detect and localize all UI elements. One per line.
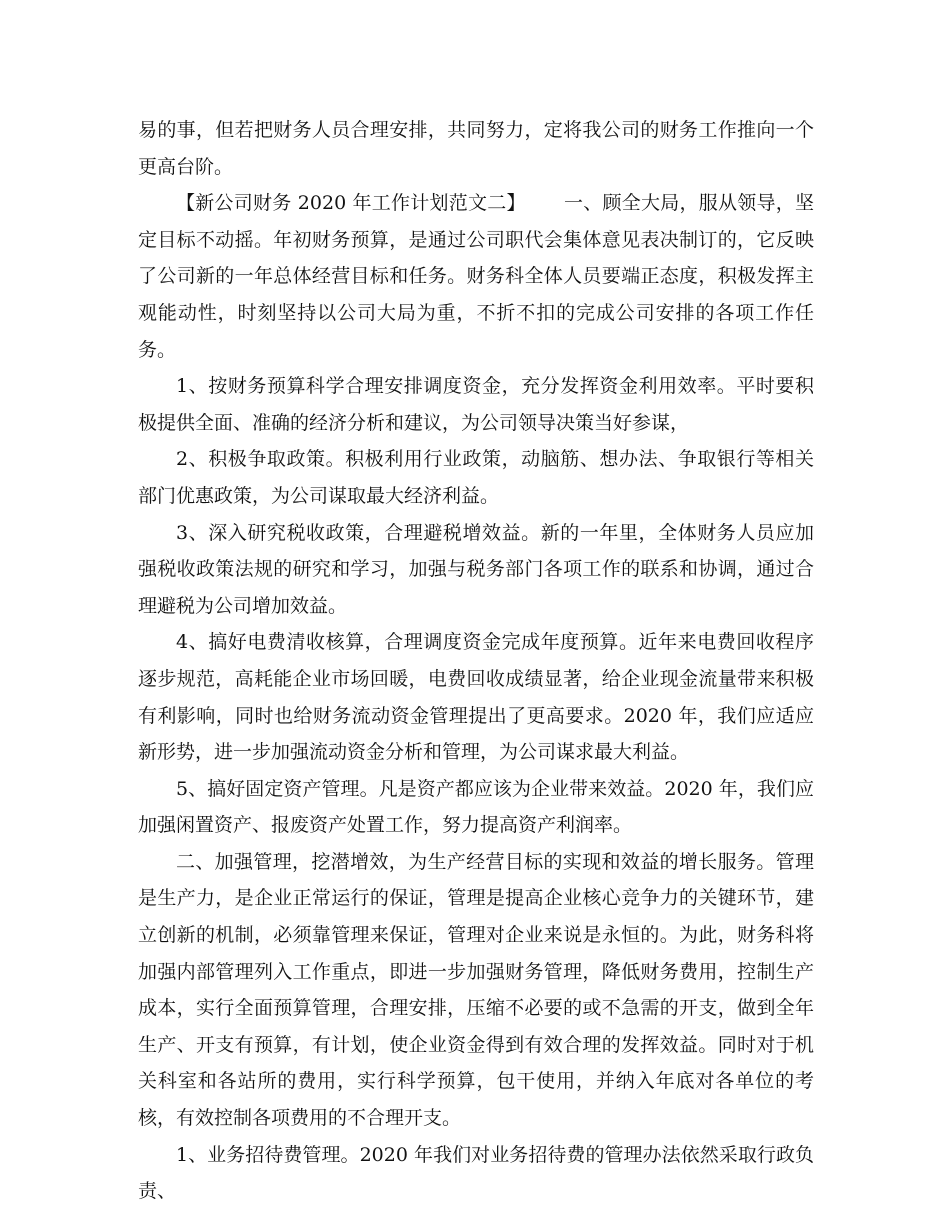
paragraph-plan-intro bbox=[138, 185, 814, 368]
paragraph-item-1: 1、按财务预算科学合理安排调度资金，充分发挥资金利用效率。平时要积极提供全面、准确的经济分析和建议，为公司领导决策当好参谋， bbox=[138, 375, 814, 434]
paragraph-continuation: 易的事，但若把财务人员合理安排，共同努力，定将我公司的财务工作推向一个更高台阶。 bbox=[138, 119, 814, 178]
paragraph-item-4: 4、搞好电费清收核算，合理调度资金完成年度预算。近年来电费回收程序逐步规范，高耗能企业市场回暖，电费回收成绩显著，给企业现金流量带来积极有利影响，同时也给财务流动资金管理提出了更高要求。2020 年，我们应适应新形势，进一步加强流动资金分析和管理，为公司谋求最大利益。 bbox=[138, 631, 814, 764]
paragraph-item-5: 5、搞好固定资产管理。凡是资产都应该为企业带来效益。2020 年，我们应加强闲置资产、报废资产处置工作，努力提高资产利润率。 bbox=[138, 777, 814, 837]
paragraph-section-2-item-1: 1、业务招待费管理。2020 年我们对业务招待费的管理办法依然采取行政负责、 bbox=[138, 1143, 814, 1203]
paragraph-section-2: 二、加强管理，挖潜增效，为生产经营目标的实现和效益的增长服务。管理是生产力，是企业正常运行的保证，管理是提高企业核心竞争力的关键环节，建立创新的机制，必须靠管理来保证，管理对企业来说是永恒的。为此，财务科将加强内部管理列入工作重点，即进一步加强财务管理，降低财务费用，控制生产成本，实行全面预算管理，合理安排，压缩不必要的或不急需的开支，做到全年生产、开支有预算，有计划，使企业资金得到有效合理的发挥效益。同时对于机关科室和各站所的费用，实行科学预算，包干使用，并纳入年底对各单位的考核，有效控制各项费用的不合理开支。 bbox=[138, 850, 814, 1130]
document-body bbox=[138, 112, 814, 1210]
paragraph-item-3: 3、深入研究税收政策，合理避税增效益。新的一年里，全体财务人员应加强税收政策法规的研究和学习，加强与税务部门各项工作的联系和协调，通过合理避税为公司增加效益。 bbox=[138, 521, 814, 617]
paragraph-text: 一、顾全大局，服从领导，坚定目标不动摇。年初财务预算，是通过公司职代会集体意见表决制订的，它反映了公司新的一年总体经营目标和任务。财务科全体人员要端正态度，积极发挥主观能动性，时刻坚持以公司大局为重，不折不扣的完成公司安排的各项工作任务。 bbox=[138, 192, 814, 361]
section-heading: 【新公司财务 2020 年工作计划范文二】 bbox=[176, 192, 526, 215]
paragraph-item-2: 2、积极争取政策。积极利用行业政策，动脑筋、想办法、争取银行等相关部门优惠政策，为公司谋取最大经济利益。 bbox=[138, 448, 814, 507]
